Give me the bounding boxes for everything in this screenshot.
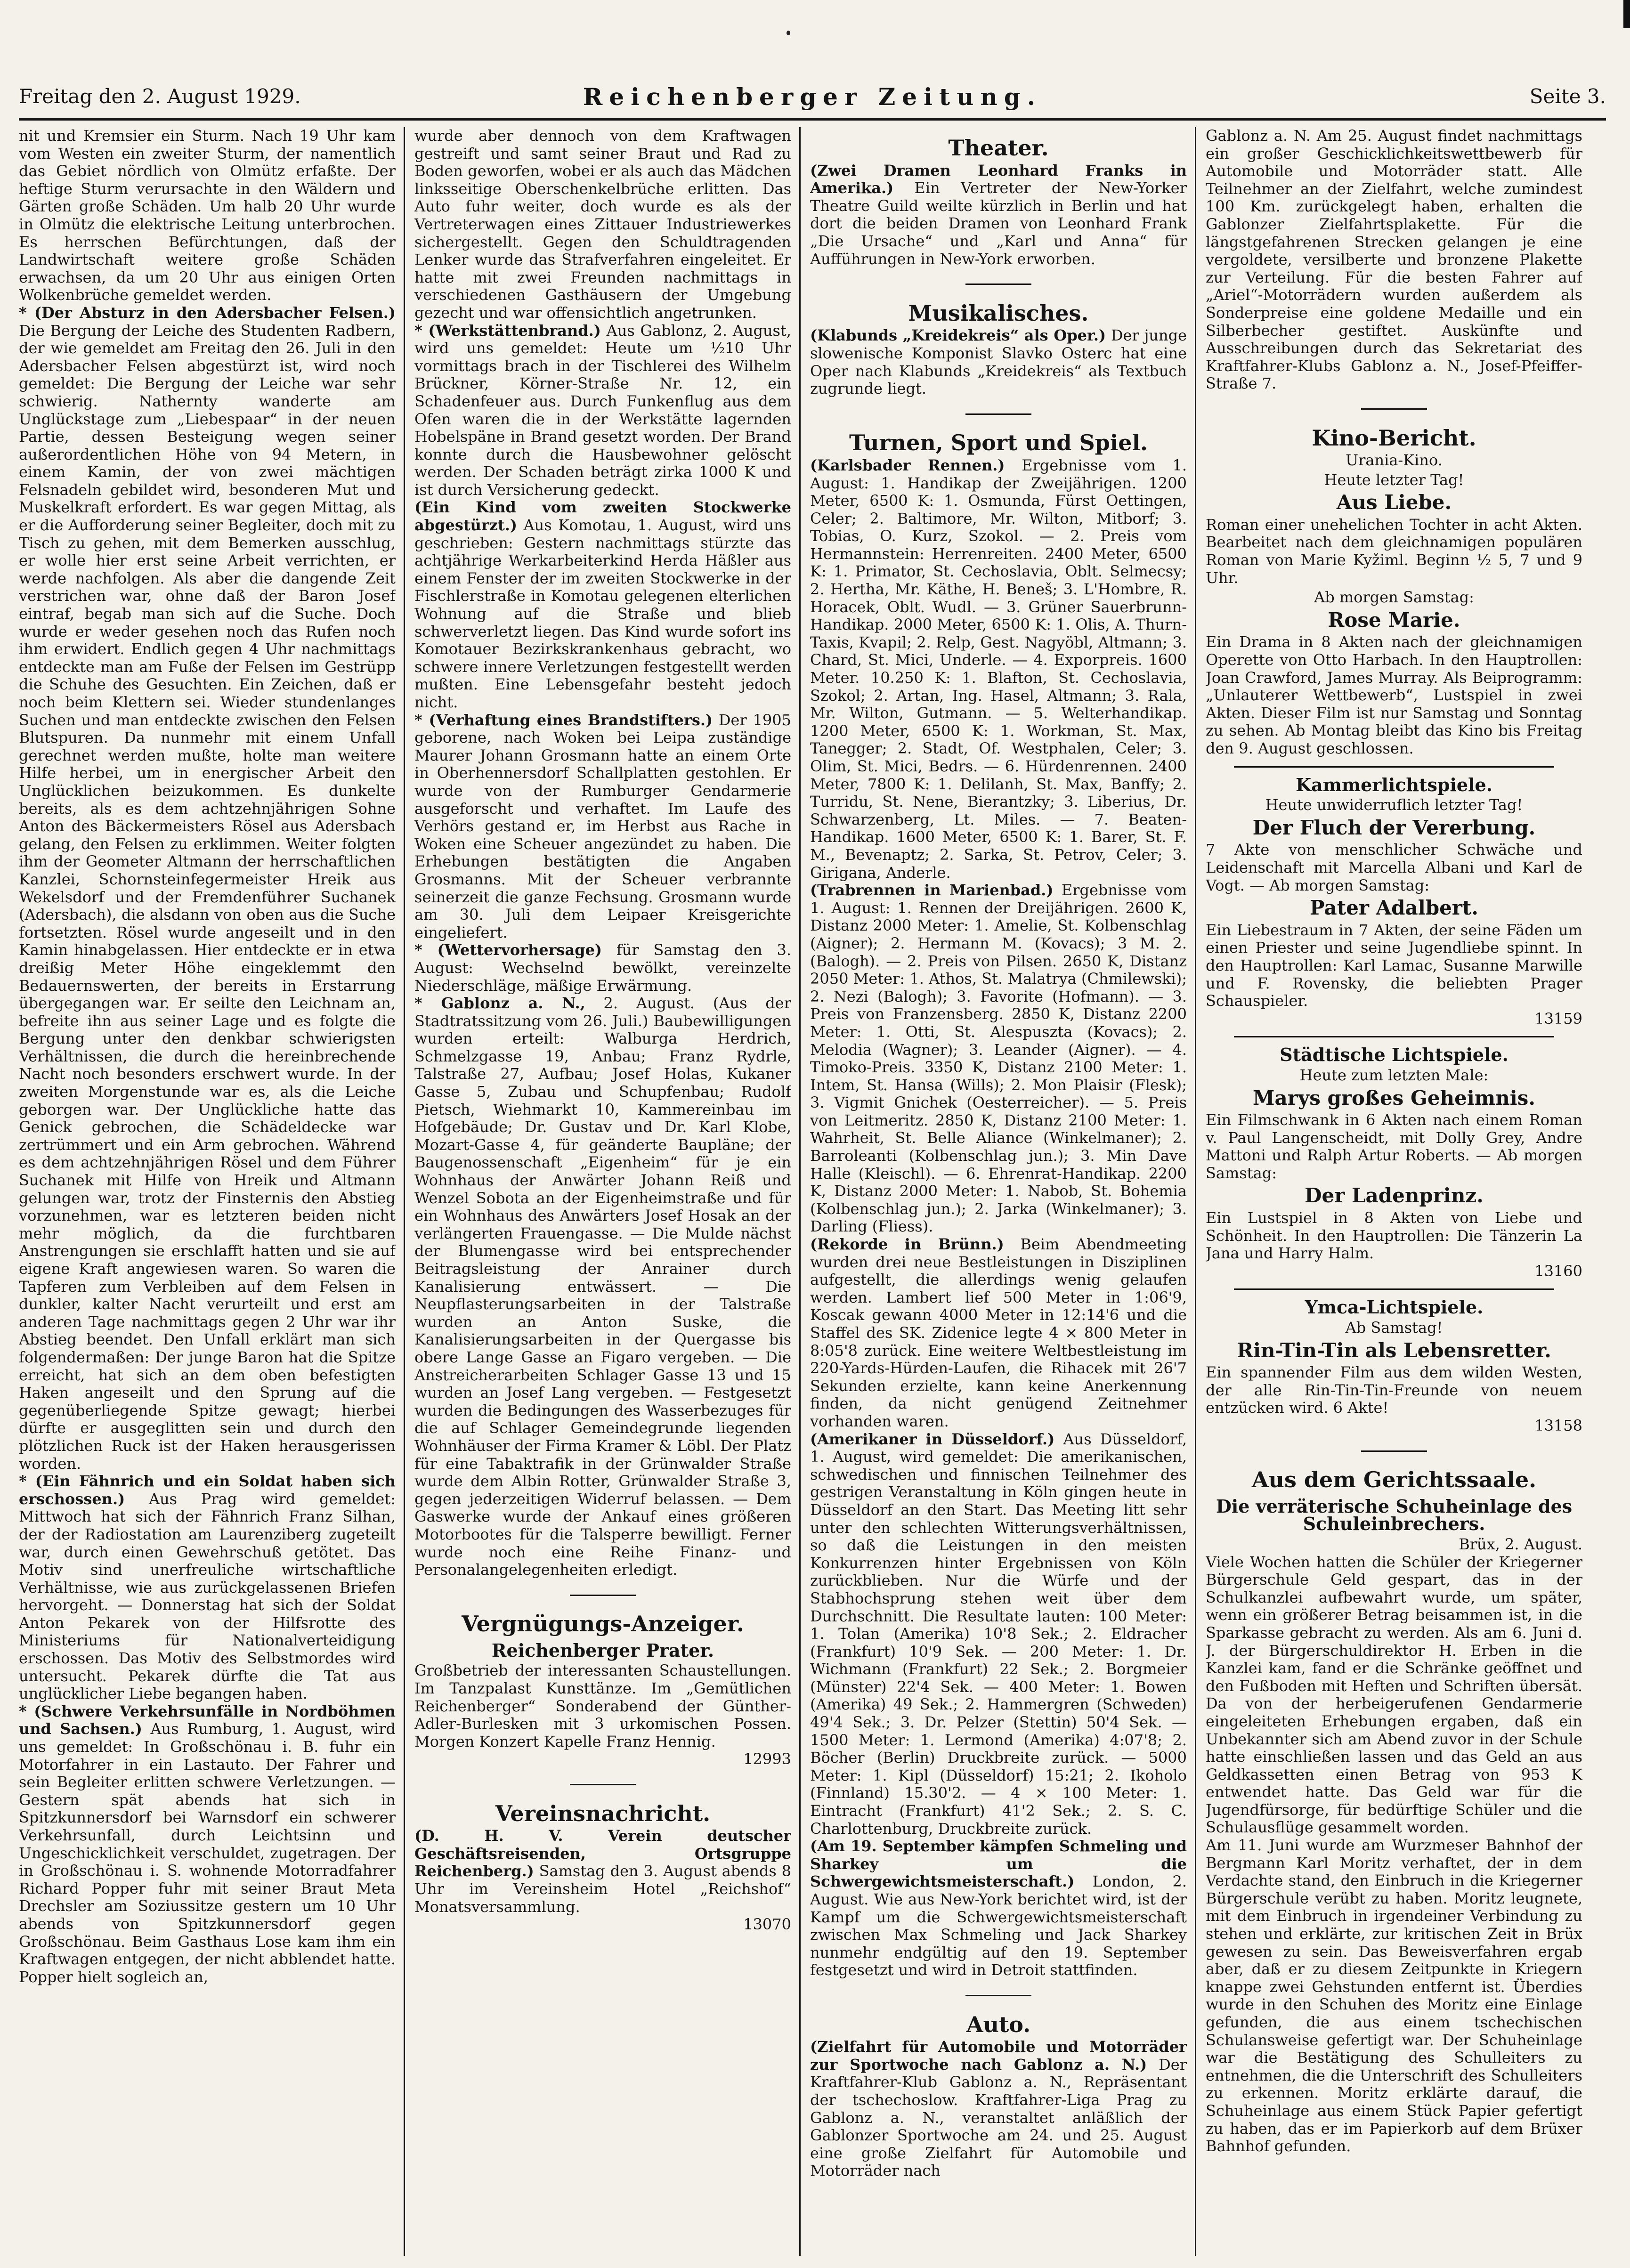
article-text: Ein Filmschwank in 6 Akten nach einem Roman v. Paul Langenscheidt, mit Dolly Grey, Andre Mattoni und Ralph Artur Roberts. — Ab morgen Samstag:	[1206, 1111, 1582, 1182]
article-text: Am 11. Juni wurde am Wurzmeser Bahnhof der Bergmann Karl Moritz verhaftet, der in dem Verdachte stand, den Einbruch in die Kriegerner Bürgerschule verübt zu haben. Moritz leugnete, mit dem Einbruch in irgendeiner Verbindung zu stehen und erklärte, zur kritischen Zeit in Brüx gewesen zu sein. Das Beweisverfahren ergab aber, daß er zu diesem Zeitpunkte in Kriegern knappe zwei Gehstunden entfernt ist. Überdies wurde in den Schuhen des Moritz eine Einlage gefunden, die aus einem tschechischen Schulansweise gefertigt war. Der Schuheinlage war die Bestätigung des Schulleiters zu entnehmen, die die Unterschrift des Schulleiters zu erkennen. Moritz erklärte darauf, die Schuheinlage aus einem Stück Papier gefertigt zu haben, das er im Papierkorb auf dem Brüxer Bahnhof gefunden.	[1206, 1836, 1582, 2155]
section-heading: Aus dem Gerichtssaale.	[1251, 1467, 1537, 1493]
subheading: Städtische Lichtspiele.	[1280, 1044, 1508, 1066]
film-title: Rin-Tin-Tin als Lebensretter.	[1237, 1338, 1551, 1362]
section-separator	[1206, 1442, 1582, 1459]
issue-date: Freitag den 2. August 1929.	[19, 85, 301, 108]
article-text: wurde aber dennoch von dem Kraftwagen gestreift und samt seiner Braut und Rad zu Boden geworfen, wobei er als auch das Mädchen linksseitige Oberschenkelbrüche erlitten. Das Auto fuhr weiter, doch wurde es als der Vertreterwagen eines Zittauer Industriewerkes sichergestellt. Gegen den Schuldtragenden Lenker wurde das Strafverfahren eingeleitet. Er hatte mit zwei Freunden nachmittags in verschiedenen Gasthäusern der Umgebung gezecht und war offensichtlich angetrunken.	[414, 127, 791, 322]
subheading: Kammerlichtspiele.	[1296, 774, 1492, 795]
reference-number: 13159	[1534, 1009, 1582, 1028]
article-text: Viele Wochen hatten die Schüler der Kriegerner Bürgerschule Geld gespart, das in der Schulkanzlei aufbewahrt wurde, um später, wenn ein größerer Betrag beisammen ist, in die Sparkasse gebracht zu werden. Als am 6. Juni d. J. der Bürgerschuldirektor H. Erben in die Kanzlei kam, fand er die Schränke geöffnet und den Fußboden mit Heften und Schriften übersät. Da von der herbeigerufenen Gendarmerie eingeleiteten Erhebungen ergaben, daß ein Unbekannter sich am Abend zuvor in der Schule hatte einschließen lassen und das Geld an aus Geldkassetten einen Betrag von 953 K entwendet hatte. Das Geld war für die Jugendfürsorge, für bedürftige Schüler und die Schulausflüge gesammelt worden.	[1206, 1553, 1582, 1837]
section-separator	[810, 1986, 1187, 2004]
reference-number: 13070	[743, 1915, 791, 1934]
article-text: Aus Rumburg, 1. August, wird uns gemeldet: In Großschönau i. B. fuhr ein Motorfahrer in ein Lastauto. Der Fahrer und sein Begleiter erlitten schwere Verletzungen. — Gestern spät abends hat sich in Spitzkunnersdorf bei Warnsdorf ein schwerer Verkehrsunfall, durch Leichtsinn und Ungeschicklichkeit verschuldet, zugetragen. Der in Großschönau i. S. wohnende Motorradfahrer Richard Popper fuhr mit seiner Braut Meta Drechsler am Soziussitze gestern um 10 Uhr abends von Spitzkunnersdorf gegen Großschönau. Beim Gasthaus Lose kam ihm ein Kraftwagen entgegen, der nicht abblendet hatte. Popper hielt sogleich an,	[19, 1720, 396, 1986]
section-separator	[414, 1586, 791, 1604]
section-heading: Auto.	[966, 2011, 1031, 2037]
separator-line	[965, 1995, 1031, 1996]
film-title: Rose Marie.	[1328, 608, 1460, 632]
article-lead: (D. H. V. Verein deutscher Geschäftsreisenden, Ortsgruppe Reichenberg.)	[414, 1827, 791, 1880]
article-lead: * (Der Absturz in den Adersbacher Felsen.)	[19, 303, 396, 322]
article-text: Der junge slowenische Komponist Slavko Osterc hat eine Oper nach Klabunds „Kreidekreis“ als Textbuch zugrunde liegt.	[810, 326, 1187, 398]
section-heading: Turnen, Sport und Spiel.	[849, 430, 1148, 456]
article-text: Aus Komotau, 1. August, wird uns geschrieben: Gestern nachmittags stürzte das achtjährige Werkarbeiterkind Herda Häßler aus einem Fenster der im zweiten Stockwerke in der Fischlerstraße in Komotau gelegenen elterlichen Wohnung auf die Straße und blieb schwerverletzt liegen. Das Kind wurde sofort ins Komotauer Bezirkskrankenhaus gebracht, wo schwere innere Verletzungen festgestellt werden mußten. Eine Lebensgefahr besteht jedoch nicht.	[414, 516, 791, 711]
scan-dot	[787, 31, 790, 35]
article-text: Aus Prag wird gemeldet: Mittwoch hat sich der Fähnrich Franz Silhan, der der Radiostation am Laurenziberg zugeteilt war, durch einen Gewehrschuß getötet. Das Motiv sind unerfreuliche wirtschaftliche Verhältnisse, wie aus zurückgelassenen Briefen hervorgeht. — Donnerstag hat sich der Soldat Anton Pekarek von der Hilfsrotte des Ministeriums für Nationalverteidigung erschossen. Das Motiv des Selbstmordes wird untersucht. Pekarek dürfte die Tat aus unglücklicher Liebe begangen haben.	[19, 1490, 396, 1703]
article-paragraph	[1206, 922, 1582, 1010]
film-title: Der Ladenprinz.	[1305, 1184, 1484, 1207]
article-text: Samstag den 3. August abends 8 Uhr im Vereinsheim Hotel „Reichshof“ Monatsversammlung.	[414, 1862, 791, 1916]
masthead	[19, 71, 1606, 113]
article-lead: (Rekorde in Brünn.)	[810, 1235, 1004, 1254]
article-paragraph	[414, 127, 791, 322]
article-text: Ein Vertreter der New-Yorker Theatre Guild weilte kürzlich in Berlin und hat dort die beiden Dramen von Leonhard Frank „Die Ursache“ und „Karl und Anna“ für Aufführungen in New-York erworben.	[810, 179, 1187, 268]
article-paragraph	[810, 162, 1187, 268]
article-text: Ein Drama in 8 Akten nach der gleichnamigen Operette von Otto Harbach. In den Hauptrollen: Joan Crawford, James Murray. Als Beiprogramm: „Unlauterer Wettbewerb“, Lustspiel in zwei Akten. Dieser Film ist nur Samstag und Sonntag zu sehen. Ab Montag bleibt das Kino bis Freitag den 9. August geschlossen.	[1206, 633, 1582, 757]
article-text: Ein Lustspiel in 8 Akten von Liebe und Schönheit. In den Hauptrollen: Die Tänzerin La Jana und Harry Halm.	[1206, 1209, 1582, 1263]
article-paragraph	[1206, 1837, 1582, 2155]
header-rule	[19, 118, 1606, 121]
article-text: Beim Abendmeeting wurden drei neue Bestleistungen in Disziplinen aufgestellt, die allerdings wenig gelaufen werden. Lambert lief 500 Meter in 1:06'9, Koscak gewann 4000 Meter in 12:14'6 und die Staffel des SK. Zidenice legte 4 × 800 Meter in 8:05'8 zurück. Eine weitere Weltbestleistung im 220-Yards-Hürden-Laufen, die Rihacek mit 26'7 Sekunden erzielte, kann keine Anerkennung finden, da nicht genügend Zeitnehmer vorhanden waren.	[810, 1235, 1187, 1430]
subheading: Reichenberger Prater.	[491, 1639, 714, 1661]
article-paragraph	[810, 1431, 1187, 1838]
article-paragraph	[414, 941, 791, 995]
article-paragraph	[1206, 633, 1582, 757]
article-lead: * (Ein Fähnrich und ein Soldat haben sich erschossen.)	[19, 1472, 396, 1508]
film-title: Pater Adalbert.	[1310, 896, 1478, 920]
article-text: Aus Gablonz, 2. August, wird uns gemeldet: Heute um ½10 Uhr vormittags brach in der Tischlerei des Wilhelm Brückner, Körner-Straße Nr. 12, ein Schadenfeuer aus. Durch Funkenflug aus dem Ofen waren die in der Werkstätte lagernden Hobelspäne in Brand gesetzt worden. Der Brand konnte durch die Hausbewohner gelöscht werden. Der Schaden beträgt zirka 1000 K und ist durch Versicherung gedeckt.	[414, 321, 791, 499]
section-heading: Vergnügungs-Anzeiger.	[462, 1611, 744, 1637]
column-3	[810, 127, 1187, 2256]
article-lead: * (Wettervorhersage)	[414, 941, 602, 959]
article-paragraph	[1206, 1554, 1582, 1837]
reference-number: Brüx, 2. August.	[1459, 1535, 1582, 1553]
article-lead: * (Verhaftung eines Brandstifters.)	[414, 711, 713, 729]
subheading: Ymca-Lichtspiele.	[1305, 1296, 1484, 1318]
article-paragraph	[810, 327, 1187, 397]
article-text: Roman einer unehelichen Tochter in acht Akten. Bearbeitet nach dem gleichnamigen populären Roman von Marie Kyžiml. Beginn ½ 5, 7 und 9 Uhr.	[1206, 515, 1582, 587]
listing-note: Ab Samstag!	[1345, 1319, 1443, 1337]
listing-divider	[1234, 1288, 1554, 1290]
article-paragraph	[810, 1838, 1187, 1979]
section-heading: Vereinsnachricht.	[495, 1800, 711, 1826]
article-paragraph	[414, 712, 791, 942]
reference-number: 12993	[743, 1750, 791, 1768]
article-lead: (Trabrennen in Marienbad.)	[810, 881, 1054, 899]
listing-note: Heute letzter Tag!	[1324, 470, 1464, 489]
reference-number: 13160	[1534, 1262, 1582, 1280]
article-paragraph	[414, 1827, 791, 1916]
separator-line	[965, 413, 1031, 415]
article-paragraph	[19, 127, 396, 304]
section-heading: Musikalisches.	[908, 300, 1089, 326]
article-text: Der Kraftfahrer-Klub Gablonz a. N., Repräsentant der tschechoslow. Kraftfahrer-Liga Prag zu Gablonz a. N., veranstaltet anläßlich der Gablonzer Sportwoche am 24. und 25. August eine große Zielfahrt für Automobile und Motorräder nach	[810, 2055, 1187, 2180]
separator-line	[570, 1784, 636, 1785]
separator-line	[1361, 1450, 1427, 1452]
article-lead: (Zwei Dramen Leonhard Franks in Amerika.)	[810, 161, 1187, 197]
article-text: Die Bergung der Leiche des Studenten Radbern, der wie gemeldet am Freitag den 26. Juli in den Adersbacher Felsen abgestürzt ist, wird noch gemeldet: Die Bergung der Leiche war sehr schwierig. Nathernty wanderte am Unglückstage zum „Liebespaar“ in der neuen Partie, dessen Besteigung wegen seiner außerordentlichen Höhe von 94 Metern, in einem Kamin, der von zwei mächtigen Felsnadeln gebildet wird, besonderen Mut und Muskelkraft erfordert. Es war gegen Mittag, als er die Aufforderung seiner Begleiter, doch mit zu Tisch zu gehen, mit dem Bemerken ausschlug, er wolle hier erst seine Arbeit verrichten, er werde nachfolgen. Als aber die dangende Zeit verstrichen war, ohne daß der Baron Josef eintraf, begab man sich auf die Suche. Doch wurde er weder gesehen noch das Rufen noch ihm erwidert. Endlich gegen 4 Uhr nachmittags entdeckte man am Fuße der Felsen im Gestrüpp die Schuhe des Gesuchten. Ein Zeichen, daß er noch beim Klettern sei. Wieder stundenlanges Suchen und man entdeckte zwischen den Felsen Blutspuren. Da nunmehr mit einem Unfall gerechnet werden mußte, holte man weitere Hilfe herbei, um in energischer Arbeit den Unglücklichen beizukommen. Es dunkelte bereits, als es dem achtzehnjährigen Sohne Anton des Bäckermeisters Rösel aus Adersbach gelang, den Felsen zu erklimmen. Weiter folgten ihm der Geometer Altmann der herrschaftlichen Kanzlei, Schornsteinfegermeister Hreik aus Wekelsdorf und der Fremdenführer Suchanek (Adersbach), die alsdann von oben aus die Suche fortsetzten. Rösel wurde angeseilt und in den Kamin hinabgelassen. Hier entdeckte er in etwa dreißig Meter Höhe eingeklemmt den Bedauernswerten, der bereits in Erstarrung übergegangen war. Er seilte den Leichnam an, befreite ihn aus seiner Lage und es folgte die Bergung unter den denkbar schwierigsten Verhältnissen, die durch die hereinbrechende Nacht noch besonders erschwert wurde. In der zweiten Morgenstunde war es, als die Leiche geborgen war. Der Unglückliche hatte das Genick gebrochen, die Schädeldecke war zertrümmert und ein Arm gebrochen. Während es dem achtzehnjährigen Rösel und dem Führer Suchanek mit Hilfe von Hreik und Altmann gelungen war, trotz der Finsternis den Abstieg vorzunehmen, war es letzteren beiden nicht mehr möglich, da die furchtbaren Anstrengungen sie erschlafft hatten und sie auf eigene Kraft angewiesen waren. So waren die Tapferen zum Verbleiben auf dem Felsen in dunkler, kalter Nacht verurteilt und erst am anderen Tage nachmittags gegen 2 Uhr war ihr Abstieg beendet. Den Unfall erklärt man sich folgendermaßen: Der junge Baron hat die Spitze erreicht, hat sich an dem oben befestigten Haken angeseilt und den Sprung auf die gegenüberliegende Spitze gewagt; hierbei dürfte er ausgeglitten sein und durch den plötzlichen Ruck ist der Haken herausgerissen worden.	[19, 321, 396, 1473]
listing-note: Ab morgen Samstag:	[1314, 588, 1474, 607]
article-text: nit und Kremsier ein Sturm. Nach 19 Uhr kam vom Westen ein zweiter Sturm, der namentlich das Gebiet nördlich von Olmütz erfaßte. Der heftige Sturm verursachte in den Wäldern und Gärten große Schäden. Um halb 20 Uhr wurde in Olmütz die elektrische Leitung unterbrochen. Es herrschen Befürchtungen, daß der Landwirtschaft weitere große Schäden erwachsen, da um 20 Uhr aus einigen Orten Wolkenbrüche gemeldet werden.	[19, 127, 396, 304]
article-lead: * (Schwere Verkehrsunfälle in Nordböhmen und Sachsen.)	[19, 1702, 396, 1738]
article-paragraph	[19, 304, 396, 1473]
article-paragraph	[414, 322, 791, 499]
listing-note: Heute unwiderruflich letzter Tag!	[1265, 796, 1523, 814]
article-paragraph	[19, 1473, 396, 1703]
article-text: Ergebnisse vom 1. August: 1. Rennen der Dreijährigen. 2600 K, Distanz 2000 Meter: 1. Amelie, St. Kolbenschlag (Aigner); 2. Hermann M. (Kovacs); 3 M. 2. (Balogh). — 2. Preis von Pilsen. 2650 K, Distanz 2050 Meter: 1. Athos, St. Malatrya (Chmilewski); 2. Nezi (Balogh); 3. Favorite (Hofmann). — 3. Preis von Franzensberg. 2850 K, Distanz 2200 Meter: 1. Otti, St. Alespuszta (Kovacs); 2. Melodia (Wagner); 3. Leander (Aigner). — 4. Timoko-Preis. 3350 K, Distanz 2100 Meter: 1. Intem, St. Hansa (Wills); 2. Mon Plaisir (Flesk); 3. Vigmit Gnichek (Oesterreicher). — 5. Preis von Leitmeritz. 2850 K, Distanz 2100 Meter: 1. Wahrheit, St. Belle Aliance (Winkelmaner); 2. Barroleanti (Kolbenschlag jun.); 3. Min Dave Halle (Kleischl). — 6. Ehrenrat-Handikap. 2200 K, Distanz 2000 Meter: 1. Nabob, St. Bohemia (Kolbenschlag jun.); 2. Jarka (Winkelmaner); 3. Darling (Fliess).	[810, 881, 1187, 1236]
article-lead: (Amerikaner in Düsseldorf.)	[810, 1430, 1055, 1448]
page-number: Seite 3.	[1529, 85, 1606, 108]
article-text: Ergebnisse vom 1. August: 1. Handikap der Zweijährigen. 1200 Meter, 6500 K: 1. Osmunda, Fürst Oettingen, Celer; 2. Baltimore, Mr. Wilton, Mitborf; 3. Tobias, O. Kurz, Szokol. — 2. Preis vom Hermannstein: Herrenreiten. 2400 Meter, 6500 K: 1. Primator, St. Cechoslavia, Oblt. Selmecsy; 2. Hertha, Mr. Käthe, H. Beneš; 3. L'Hombre, R. Horacek, Oblt. Wudl. — 3. Grüner Sauerbrunn-Handikap. 2000 Meter, 6500 K: 1. Olis, A. Thurn-Taxis, Kvapil; 2. Relp, Gest. Nagyöbl, Altmann; 3. Chard, St. Mici, Underle. — 4. Exporpreis. 1600 Meter. 10.250 K: 1. Blafton, St. Cechoslavia, Szokol; 2. Artan, Ing. Hasel, Altmann; 3. Rala, Mr. Wilton, Gutmann. — 5. Welterhandikap. 1200 Meter, 6500 K: 1. Workman, St. Max, Tanegger; 2. Stadt, Of. Westphalen, Celer; 3. Olim, St. Mici, Bedrs. — 6. Hürdenrennen. 2400 Meter, 7800 K: 1. Delilanh, St. Max, Banffy; 2. Turridu, St. Nene, Bierantzky; 3. Liberius, Dr. Schwarzenberg, Lt. Miles. — 7. Beaten-Handikap. 1600 Meter, 6500 K: 1. Barer, St. F. M., Bevenaptz; 2. Sarka, St. Petrov, Celer; 3. Girigana, Anderle.	[810, 456, 1187, 882]
article-text: 2. August. (Aus der Stadtratssitzung vom 26. Juli.) Baubewilligungen wurden erteilt: Walburga Herdrich, Schmelzgasse 19, Anbau; Franz Rydrle, Talstraße 27, Aufbau; Josef Holas, Kukaner Gasse 5, Zubau und Schupfenbau; Rudolf Pietsch, Wiehmarkt 10, Kammereinbau im Hofgebäude; Dr. Gustav und Dr. Karl Klobe, Mozart-Gasse 4, für geänderte Baupläne; der Baugenossenschaft „Eigenheim“ für je ein Wohnhaus der Anwärter Johann Reiß und Wenzel Sobota an der Eigenheimstraße und für ein Wohnhaus des Anwärters Josef Hosak an der verlängerten Frauengasse. — Die Mulde nächst der Blumengasse wird bei entsprechender Beitragsleistung der Anrainer durch Kanalisierung entwässert. — Die Neupflasterungsarbeiten in der Talstraße wurden an Anton Suske, die Kanalisierungsarbeiten in der Quergasse bis obere Lange Gasse an Figaro vergeben. — Die Anstreicherarbeiten Schlager Gasse 13 und 15 wurden an Josef Lang vergeben. — Festgesetzt wurden die Bedingungen des Wasserbezuges für die auf Schlager Gemeindegrunde liegenden Wohnhäuser der Firma Kramer & Löbl. Der Platz für eine Tabaktrafik in der Grünwalder Straße wurde dem Albin Rotter, Grünwalder Straße 3, gegen jederzeitigen Widerruf belassen. — Dem Gaswerke wurde der Ankauf eines größeren Motorbootes für die Talsperre bewilligt. Ferner wurde noch eine Reihe Finanz- und Personalangelegenheiten erledigt.	[414, 994, 791, 1579]
article-text: Aus Düsseldorf, 1. August, wird gemeldet: Die amerikanischen, schwedischen und finnischen Teilnehmer des gestrigen Veranstaltung in Köln gingen heute in Düsseldorf an den Start. Das Meeting litt sehr unter den schlechten Witterungsverhältnissen, so daß die Leistungen in den meisten Konkurrenzen hinter Ergebnissen von Köln zurückblieben. Nur die Würfe und der Stabhochsprung stehen weit über dem Durchschnitt. Die Resultate lauten: 100 Meter: 1. Tolan (Amerika) 10'8 Sek.; 2. Eldracher (Frankfurt) 10'9 Sek. — 200 Meter: 1. Dr. Wichmann (Frankfurt) 22 Sek.; 2. Borgmeier (Münster) 22'4 Sek. — 400 Meter: 1. Bowen (Amerika) 49 Sek.; 2. Hammergren (Schweden) 49'4 Sek.; 3. Dr. Pelzer (Stettin) 50'4 Sek. — 1500 Meter: 1. Lermond (Amerika) 4:07'8; 2. Böcher (Berlin) Druckbreite zurück. — 5000 Meter: 1. Kipl (Düsseldorf) 15:21; 2. Ikoholo (Finnland) 15.30'2. — 4 × 100 Meter: 1. Eintracht (Frankfurt) 41'2 Sek.; 2. S. C. Charlottenburg, Druckbreite zurück.	[810, 1430, 1187, 1838]
section-separator	[414, 1775, 791, 1793]
article-lead: (Karlsbader Rennen.)	[810, 456, 1005, 474]
article-paragraph	[810, 457, 1187, 882]
reference-number: 13158	[1534, 1417, 1582, 1434]
listing-divider	[1234, 1036, 1554, 1037]
separator-line	[570, 1595, 636, 1596]
listing-note: Heute zum letzten Male:	[1299, 1066, 1489, 1084]
column-divider	[1195, 127, 1196, 2256]
article-text: Ein spannender Film aus dem wilden Westen, der alle Rin-Tin-Tin-Freunde von neuem entzücken wird. 6 Akte!	[1206, 1363, 1582, 1417]
article-text: Großbetrieb der interessanten Schaustellungen. Im Tanzpalast Kunsttänze. Im „Gemütlichen Reichenberger“ Sonderabend der Günther-Adler-Burlesken mit 3 urkomischen Possen. Morgen Konzert Kapelle Franz Hennig.	[414, 1661, 791, 1750]
article-paragraph	[1206, 1209, 1582, 1263]
article-paragraph	[1206, 127, 1582, 393]
article-paragraph	[810, 2038, 1187, 2180]
article-paragraph	[1206, 841, 1582, 894]
article-lead: (Ein Kind vom zweiten Stockwerke abgestürzt.)	[414, 498, 791, 535]
subheading: Die verräterische Schuheinlage des Schuleinbrechers.	[1216, 1495, 1573, 1535]
section-heading: Kino-Bericht.	[1312, 425, 1476, 451]
article-paragraph	[414, 995, 791, 1579]
newspaper-title: Reichenberger Zeitung.	[583, 83, 1042, 111]
article-paragraph	[1206, 516, 1582, 587]
article-paragraph	[414, 499, 791, 711]
separator-line	[1361, 408, 1427, 410]
separator-line	[965, 284, 1031, 285]
article-paragraph	[810, 882, 1187, 1236]
article-lead: (Zielfahrt für Automobile und Motorräder zur Sportwoche nach Gablonz a. N.)	[810, 2038, 1187, 2074]
article-text: London, 2. August. Wie aus New-York berichtet wird, ist der Kampf um die Schwergewichtsmeisterschaft zwischen Max Schmeling und Jack Sharkey nunmehr endgültig auf den 19. September festgesetzt und wird in Detroit stattfinden.	[810, 1872, 1187, 1979]
scan-edge-mark	[1623, 0, 1630, 28]
article-lead: (Am 19. September kämpfen Schmeling und Sharkey um die Schwergewichtsmeisterschaft.)	[810, 1837, 1187, 1891]
article-paragraph	[810, 1236, 1187, 1431]
section-heading: Theater.	[948, 135, 1049, 161]
article-lead: (Klabunds „Kreidekreis“ als Oper.)	[810, 326, 1106, 345]
film-title: Aus Liebe.	[1336, 491, 1452, 514]
article-text: für Samstag den 3. August: Wechselnd bewölkt, vereinzelte Niederschläge, mäßige Erwärmung.	[414, 941, 791, 995]
article-text: Der 1905 geborene, nach Woken bei Leipa zuständige Maurer Johann Grosmann hatte an einem Orte in Oberhennersdorf Schallplatten gestohlen. Er wurde von der Rumburger Gendarmerie ausgeforscht und verhaftet. Im Laufe des Verhörs gestand er, im Herbst aus Rache in Woken eine Scheuer angezündet zu haben. Die Erhebungen bestätigten die Angaben Grosmanns. Mit der Scheuer verbrannte seinerzeit die ganze Fechsung. Grosmann wurde am 30. Juli dem Leipaer Kreisgerichte eingeliefert.	[414, 711, 791, 941]
column-1	[19, 127, 396, 2256]
film-title: Der Fluch der Vererbung.	[1252, 816, 1536, 839]
listing-note: Urania-Kino.	[1346, 451, 1443, 470]
column-4	[1206, 127, 1582, 2256]
column-divider	[404, 127, 405, 2256]
section-separator	[1206, 399, 1582, 417]
article-text: Gablonz a. N. Am 25. August findet nachmittags ein großer Geschicklichkeitswettbewerb für Automobile und Motorräder statt. Alle Teilnehmer an der Zielfahrt, welche zumindest 100 Km. zurückgelegt haben, erhalten die Gablonzer Zielfahrtsplakette. Für die längstgefahrenen Strecken gelangen je eine vergoldete, versilberte und bronzene Plakette zur Verteilung. Für die besten Fahrer auf „Ariel“-Motorrädern wurden außerdem als Sonderpreise eine goldene Medaille und ein Silberbecher gestiftet. Auskünfte und Ausschreibungen durch das Sekretariat des Kraftfahrer-Klubs Gablonz a. N., Josef-Pfeiffer-Straße 7.	[1206, 127, 1582, 393]
listing-divider	[1234, 766, 1554, 768]
column-divider	[799, 127, 801, 2256]
column-2	[414, 127, 791, 2256]
article-paragraph	[414, 1662, 791, 1750]
article-lead: * Gablonz a. N.,	[414, 994, 585, 1012]
article-lead: * (Werkstättenbrand.)	[414, 321, 601, 340]
article-paragraph	[1206, 1111, 1582, 1182]
section-separator	[810, 275, 1187, 292]
film-title: Marys großes Geheimnis.	[1253, 1086, 1535, 1110]
section-separator	[810, 405, 1187, 422]
article-paragraph	[19, 1703, 396, 1986]
article-text: Ein Liebestraum in 7 Akten, der seine Fäden um einen Priester und seine Jugendliebe spinnt. In den Hauptrollen: Karl Lamac, Susanne Marwille und F. Rovensky, die beliebten Prager Schauspieler.	[1206, 921, 1582, 1010]
article-text: 7 Akte von menschlicher Schwäche und Leidenschaft mit Marcella Albani und Karl de Vogt. — Ab morgen Samstag:	[1206, 841, 1582, 894]
article-paragraph	[1206, 1364, 1582, 1417]
